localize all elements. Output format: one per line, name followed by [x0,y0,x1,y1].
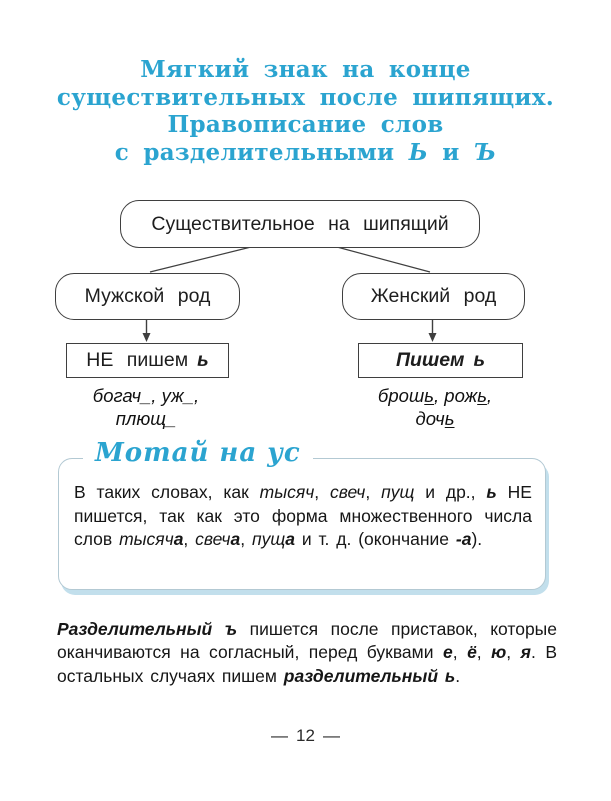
flow-node-masculine [55,273,240,320]
example-word-ending: ь [477,385,487,406]
example-word-stem: доч [415,408,445,429]
callout-word-ending: а [173,529,184,549]
example-word-ending: ь [444,408,455,429]
feminine-examples [335,384,535,430]
callout-word-ending: а [230,529,241,549]
tip-callout [58,438,546,590]
title-hard-sign: Ъ [473,138,497,166]
feminine-examples-line-1 [335,384,535,407]
title-line-1: Мягкий знак на конце [140,56,471,83]
flow-node-feminine-label: Женский род [370,285,497,307]
paragraph-vowel: е [442,642,453,663]
hard-sign-rule-paragraph [57,618,557,688]
callout-text: НЕ пишется, так как это форма множественного числа слов [74,482,532,549]
flow-node-root-label: Существительное на шипящий [151,212,449,235]
paragraph-vowel: я [520,642,531,663]
example-separator: , [486,385,493,406]
paragraph-term-hard-sign: Разделительный ъ [57,619,238,639]
rule-soft-sign-text: Пишем [395,349,465,371]
flow-node-rule-soft-sign [358,343,523,378]
footer-dash-right: — [322,726,340,745]
title-line-2: существительных после шипящих. [56,83,555,111]
tip-callout-heading: Мотай на ус [83,438,313,468]
callout-text: , [365,482,382,502]
callout-example-word: свеч [330,482,366,502]
example-word-stem: брош [377,385,425,406]
flow-node-rule-no-soft-sign [66,343,229,378]
flow-node-masculine-label: Мужской род [84,285,211,307]
callout-example-word: тысяч [119,529,174,549]
callout-text: , [183,529,196,549]
title-line-4 [0,139,611,167]
rule-no-soft-sign-letter: ь [197,349,209,371]
callout-text: и т. д. (окончание [294,529,456,549]
paragraph-vowel: ю [491,642,507,663]
paragraph-vowel: ё [467,642,477,663]
paragraph-separator: , [476,642,492,663]
callout-text: , [314,482,331,502]
rule-no-soft-sign-text: НЕ пишем [86,349,189,371]
callout-example-word: свеч [195,529,231,549]
example-word-ending: ь [424,385,434,406]
page-footer [0,726,611,746]
title-line-3: Правописание слов [167,111,444,138]
paragraph-text: . В остальных случаях пишем [57,642,557,686]
example-separator: , [434,385,445,406]
footer-page-number: 12 [296,726,315,745]
masculine-examples-line-1: богач_, уж_, [92,385,200,406]
callout-text: и др., [414,482,487,502]
callout-example-word: пущ [251,529,286,549]
callout-text: ). [471,529,483,549]
paragraph-separator: , [452,642,468,663]
rule-soft-sign-letter: ь [473,349,486,371]
paragraph-separator: , [506,642,521,663]
callout-soft-sign: ь [486,482,497,502]
paragraph-text: пишется после приставок, которые оканчиваются на согласный, перед буквами [57,619,557,663]
callout-text: В таких словах, как [74,482,260,502]
flow-node-feminine [342,273,525,320]
paragraph-term-soft-sign: разделительный ь [283,665,456,686]
callout-ending-suffix: -а [455,529,472,549]
title-conjunction: и [442,138,460,166]
paragraph-text: . [455,665,461,686]
tip-callout-body [59,459,545,552]
feminine-examples-line-2 [335,407,535,430]
callout-example-word: тысяч [259,482,315,502]
title-line-4-prefix: с разделительными [114,138,395,166]
title-soft-sign: Ь [408,138,428,166]
masculine-examples-line-2: плющ_ [115,408,177,429]
footer-dash-left: — [271,726,289,745]
masculine-examples [46,384,246,430]
callout-word-ending: а [285,529,295,549]
callout-example-word: пущ [381,482,415,502]
example-word-stem: рож [444,385,478,406]
flow-node-root [120,200,480,248]
callout-text: , [240,529,252,549]
page-title [0,56,611,166]
